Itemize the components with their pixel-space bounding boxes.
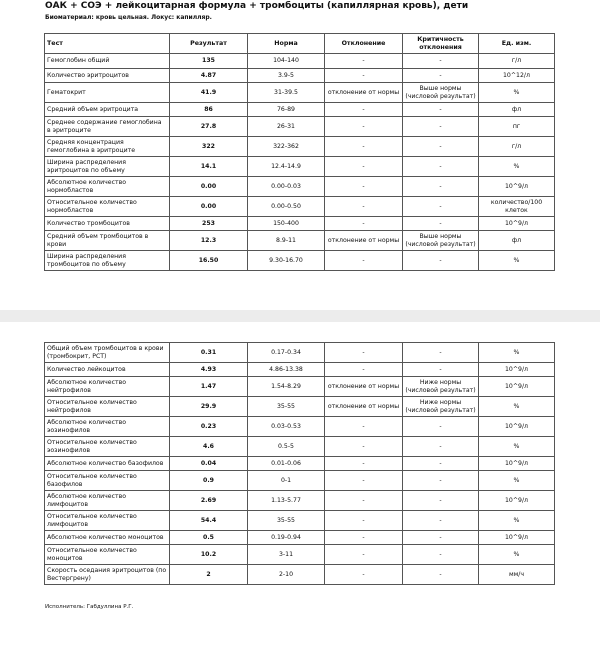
table-row bbox=[45, 251, 555, 271]
criticality-flag: - bbox=[403, 511, 479, 531]
report-title: ОАК + СОЭ + лейкоцитарная формула + тромбоциты (капиллярная кровь), дети bbox=[45, 1, 469, 11]
result-value: 0.04 bbox=[170, 457, 248, 471]
unit-cell: фл bbox=[479, 231, 555, 251]
unit-cell: 10^9/л bbox=[479, 363, 555, 377]
deviation-flag: отклонение от нормы bbox=[325, 377, 403, 397]
result-value: 0.9 bbox=[170, 471, 248, 491]
column-header-norm: Норма bbox=[248, 34, 325, 54]
criticality-flag: - bbox=[403, 103, 479, 117]
unit-cell: % bbox=[479, 157, 555, 177]
table-row bbox=[45, 457, 555, 471]
norm-range: 0.19-0.94 bbox=[248, 531, 325, 545]
norm-range: 0.5-5 bbox=[248, 437, 325, 457]
criticality-flag: - bbox=[403, 117, 479, 137]
unit-cell: фл bbox=[479, 103, 555, 117]
deviation-flag: - bbox=[325, 363, 403, 377]
result-value: 4.87 bbox=[170, 69, 248, 83]
table-row bbox=[45, 69, 555, 83]
criticality-flag: - bbox=[403, 491, 479, 511]
unit-cell: 10^12/л bbox=[479, 69, 555, 83]
norm-range: 2-10 bbox=[248, 565, 325, 585]
result-value: 4.6 bbox=[170, 437, 248, 457]
deviation-flag: - bbox=[325, 54, 403, 69]
criticality-flag: - bbox=[403, 217, 479, 231]
norm-range: 0.17-0.34 bbox=[248, 343, 325, 363]
unit-cell: 10^9/л bbox=[479, 531, 555, 545]
deviation-flag: - bbox=[325, 565, 403, 585]
result-value: 1.47 bbox=[170, 377, 248, 397]
unit-cell: % bbox=[479, 511, 555, 531]
test-name: Гемоглобин общий bbox=[45, 54, 170, 69]
deviation-flag: - bbox=[325, 343, 403, 363]
table-row bbox=[45, 565, 555, 585]
table-row bbox=[45, 217, 555, 231]
result-value: 2.69 bbox=[170, 491, 248, 511]
criticality-flag: Выше нормы (числовой результат) bbox=[403, 83, 479, 103]
result-value: 12.3 bbox=[170, 231, 248, 251]
norm-range: 0-1 bbox=[248, 471, 325, 491]
performer-signature: Исполнитель: Габдуллина Р.Г. bbox=[45, 604, 134, 610]
unit-cell: % bbox=[479, 437, 555, 457]
result-value: 16.50 bbox=[170, 251, 248, 271]
table-row bbox=[45, 197, 555, 217]
result-value: 27.8 bbox=[170, 117, 248, 137]
biomaterial-subtitle: Биоматериал: кровь цельная. Локус: капилляр. bbox=[45, 14, 212, 21]
criticality-flag: - bbox=[403, 343, 479, 363]
deviation-flag: - bbox=[325, 511, 403, 531]
criticality-flag: - bbox=[403, 565, 479, 585]
norm-range: 35-55 bbox=[248, 511, 325, 531]
unit-cell: % bbox=[479, 397, 555, 417]
table-row bbox=[45, 103, 555, 117]
table-row bbox=[45, 397, 555, 417]
criticality-flag: - bbox=[403, 69, 479, 83]
result-value: 253 bbox=[170, 217, 248, 231]
result-value: 322 bbox=[170, 137, 248, 157]
table-row bbox=[45, 343, 555, 363]
deviation-flag: - bbox=[325, 157, 403, 177]
deviation-flag: - bbox=[325, 103, 403, 117]
result-value: 14.1 bbox=[170, 157, 248, 177]
criticality-flag: Ниже нормы (числовой результат) bbox=[403, 397, 479, 417]
unit-cell: % bbox=[479, 343, 555, 363]
result-value: 0.31 bbox=[170, 343, 248, 363]
deviation-flag: - bbox=[325, 531, 403, 545]
table-row bbox=[45, 157, 555, 177]
test-name: Абсолютное количество моноцитов bbox=[45, 531, 170, 545]
unit-cell: г/л bbox=[479, 54, 555, 69]
deviation-flag: отклонение от нормы bbox=[325, 231, 403, 251]
criticality-flag: - bbox=[403, 177, 479, 197]
table-row bbox=[45, 531, 555, 545]
report-page-1 bbox=[0, 0, 600, 310]
table-row bbox=[45, 177, 555, 197]
criticality-flag: - bbox=[403, 457, 479, 471]
norm-range: 0.00-0.03 bbox=[248, 177, 325, 197]
unit-cell: пг bbox=[479, 117, 555, 137]
criticality-flag: - bbox=[403, 471, 479, 491]
table-row bbox=[45, 54, 555, 69]
deviation-flag: - bbox=[325, 197, 403, 217]
results-body-page-1 bbox=[45, 54, 555, 271]
unit-cell: мм/ч bbox=[479, 565, 555, 585]
deviation-flag: - bbox=[325, 117, 403, 137]
table-row bbox=[45, 137, 555, 157]
test-name: Относительное количество базофилов bbox=[45, 471, 170, 491]
test-name: Абсолютное количество нормобластов bbox=[45, 177, 170, 197]
deviation-flag: - bbox=[325, 251, 403, 271]
column-header-result: Результат bbox=[170, 34, 248, 54]
criticality-flag: - bbox=[403, 417, 479, 437]
column-header-unit: Ед. изм. bbox=[479, 34, 555, 54]
results-body-page-2 bbox=[45, 343, 555, 585]
deviation-flag: - bbox=[325, 471, 403, 491]
deviation-flag: - bbox=[325, 417, 403, 437]
unit-cell: 10^9/л bbox=[479, 177, 555, 197]
table-row bbox=[45, 545, 555, 565]
test-name: Абсолютное количество нейтрофилов bbox=[45, 377, 170, 397]
norm-range: 0.01-0.06 bbox=[248, 457, 325, 471]
test-name: Относительное количество лимфоцитов bbox=[45, 511, 170, 531]
report-page-2 bbox=[0, 322, 600, 646]
test-name: Среднее содержание гемоглобина в эритроците bbox=[45, 117, 170, 137]
deviation-flag: - bbox=[325, 217, 403, 231]
norm-range: 4.86-13.38 bbox=[248, 363, 325, 377]
table-row bbox=[45, 231, 555, 251]
norm-range: 150-400 bbox=[248, 217, 325, 231]
criticality-flag: Выше нормы (числовой результат) bbox=[403, 231, 479, 251]
unit-cell: 10^9/л bbox=[479, 491, 555, 511]
norm-range: 0.00-0.50 bbox=[248, 197, 325, 217]
result-value: 0.00 bbox=[170, 197, 248, 217]
deviation-flag: - bbox=[325, 137, 403, 157]
results-table-page-2 bbox=[44, 342, 555, 585]
criticality-flag: - bbox=[403, 545, 479, 565]
test-name: Средняя концентрация гемоглобина в эритроците bbox=[45, 137, 170, 157]
deviation-flag: - bbox=[325, 491, 403, 511]
norm-range: 1.54-8.29 bbox=[248, 377, 325, 397]
norm-range: 3-11 bbox=[248, 545, 325, 565]
norm-range: 8.9-11 bbox=[248, 231, 325, 251]
criticality-flag: - bbox=[403, 251, 479, 271]
table-row bbox=[45, 417, 555, 437]
test-name: Количество эритроцитов bbox=[45, 69, 170, 83]
norm-range: 322-362 bbox=[248, 137, 325, 157]
norm-range: 12.4-14.9 bbox=[248, 157, 325, 177]
column-header-test: Тест bbox=[45, 34, 170, 54]
test-name: Ширина распределения тромбоцитов по объему bbox=[45, 251, 170, 271]
column-header-criticality: Критичность отклонения bbox=[403, 34, 479, 54]
unit-cell: % bbox=[479, 545, 555, 565]
deviation-flag: - bbox=[325, 545, 403, 565]
deviation-flag: отклонение от нормы bbox=[325, 83, 403, 103]
norm-range: 9.30-16.70 bbox=[248, 251, 325, 271]
deviation-flag: - bbox=[325, 437, 403, 457]
result-value: 135 bbox=[170, 54, 248, 69]
result-value: 0.00 bbox=[170, 177, 248, 197]
result-value: 0.23 bbox=[170, 417, 248, 437]
unit-cell: % bbox=[479, 251, 555, 271]
unit-cell: 10^9/л bbox=[479, 377, 555, 397]
table-row bbox=[45, 83, 555, 103]
deviation-flag: отклонение от нормы bbox=[325, 397, 403, 417]
test-name: Ширина распределения эритроцитов по объему bbox=[45, 157, 170, 177]
norm-range: 0.03-0.53 bbox=[248, 417, 325, 437]
table-row bbox=[45, 511, 555, 531]
norm-range: 1.13-5.77 bbox=[248, 491, 325, 511]
unit-cell: г/л bbox=[479, 137, 555, 157]
norm-range: 26-31 bbox=[248, 117, 325, 137]
unit-cell: 10^9/л bbox=[479, 417, 555, 437]
criticality-flag: - bbox=[403, 157, 479, 177]
table-header-row bbox=[45, 34, 555, 54]
test-name: Относительное количество эозинофилов bbox=[45, 437, 170, 457]
deviation-flag: - bbox=[325, 457, 403, 471]
table-row bbox=[45, 437, 555, 457]
result-value: 29.9 bbox=[170, 397, 248, 417]
criticality-flag: - bbox=[403, 137, 479, 157]
criticality-flag: - bbox=[403, 197, 479, 217]
table-row bbox=[45, 363, 555, 377]
norm-range: 76-89 bbox=[248, 103, 325, 117]
unit-cell: 10^9/л bbox=[479, 217, 555, 231]
norm-range: 31-39.5 bbox=[248, 83, 325, 103]
criticality-flag: - bbox=[403, 531, 479, 545]
criticality-flag: Ниже нормы (числовой результат) bbox=[403, 377, 479, 397]
criticality-flag: - bbox=[403, 437, 479, 457]
table-row bbox=[45, 377, 555, 397]
table-row bbox=[45, 471, 555, 491]
norm-range: 3.9-5 bbox=[248, 69, 325, 83]
result-value: 54.4 bbox=[170, 511, 248, 531]
result-value: 4.93 bbox=[170, 363, 248, 377]
result-value: 2 bbox=[170, 565, 248, 585]
test-name: Относительное количество нейтрофилов bbox=[45, 397, 170, 417]
deviation-flag: - bbox=[325, 69, 403, 83]
result-value: 10.2 bbox=[170, 545, 248, 565]
result-value: 41.9 bbox=[170, 83, 248, 103]
test-name: Скорость оседания эритроцитов (по Вестергрену) bbox=[45, 565, 170, 585]
test-name: Средний объем тромбоцитов в крови bbox=[45, 231, 170, 251]
table-row bbox=[45, 117, 555, 137]
test-name: Средний объем эритроцита bbox=[45, 103, 170, 117]
test-name: Абсолютное количество эозинофилов bbox=[45, 417, 170, 437]
test-name: Общий объем тромбоцитов в крови (тромбокрит, PCT) bbox=[45, 343, 170, 363]
unit-cell: % bbox=[479, 83, 555, 103]
test-name: Относительное количество нормобластов bbox=[45, 197, 170, 217]
unit-cell: количество/100 клеток bbox=[479, 197, 555, 217]
result-value: 86 bbox=[170, 103, 248, 117]
results-table-page-1 bbox=[44, 33, 555, 271]
criticality-flag: - bbox=[403, 363, 479, 377]
test-name: Абсолютное количество лимфоцитов bbox=[45, 491, 170, 511]
unit-cell: 10^9/л bbox=[479, 457, 555, 471]
criticality-flag: - bbox=[403, 54, 479, 69]
norm-range: 104-140 bbox=[248, 54, 325, 69]
test-name: Количество тромбоцитов bbox=[45, 217, 170, 231]
norm-range: 35-55 bbox=[248, 397, 325, 417]
column-header-deviation: Отклонение bbox=[325, 34, 403, 54]
test-name: Относительное количество моноцитов bbox=[45, 545, 170, 565]
test-name: Количество лейкоцитов bbox=[45, 363, 170, 377]
table-row bbox=[45, 491, 555, 511]
test-name: Гематокрит bbox=[45, 83, 170, 103]
result-value: 0.5 bbox=[170, 531, 248, 545]
unit-cell: % bbox=[479, 471, 555, 491]
test-name: Абсолютное количество базофилов bbox=[45, 457, 170, 471]
deviation-flag: - bbox=[325, 177, 403, 197]
